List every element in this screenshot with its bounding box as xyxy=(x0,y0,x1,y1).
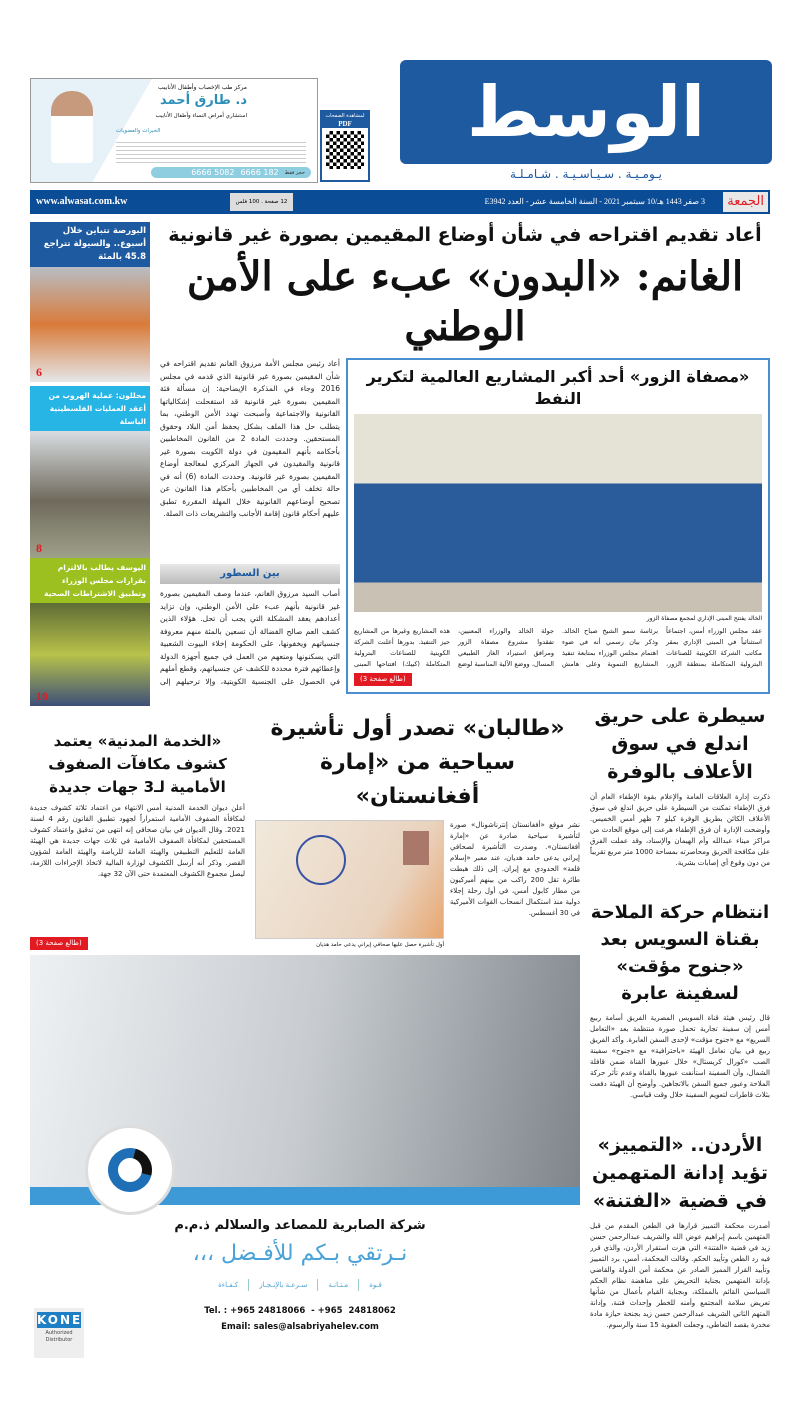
visa-figure xyxy=(255,820,444,950)
masthead-logo: الوسط xyxy=(400,60,772,164)
lead-section xyxy=(160,222,770,694)
ad-phone-bar xyxy=(151,167,311,178)
kone-logo xyxy=(34,1308,84,1358)
visa-portrait xyxy=(403,831,429,865)
phone-1: 182 6666 xyxy=(240,168,279,177)
sidebar-headline-palestine[interactable]: محللون: عملية الهروب من أعقد العمليات الفلسطينية الباسلة xyxy=(30,386,150,431)
jordan-headline[interactable]: الأردن.. «التمييز» تؤيد إدانة المتهمين في قضية «الفتنة» xyxy=(591,1134,769,1212)
right-column xyxy=(590,702,770,1400)
sidebar-headline-health[interactable]: اليوسف يطالب بالالتزام بقرارات مجلس الوزراء وتطبيق الاشتراطات الصحية xyxy=(30,558,150,603)
pdf-text: PDF xyxy=(322,120,368,128)
qr-code-icon xyxy=(326,131,364,169)
ad-center-name: مركز طب الإخصاب وأطفال الأنابيب xyxy=(158,84,247,91)
ad-text-block xyxy=(174,1217,426,1334)
feature-headline[interactable]: «مصفاة الزور» أحد أكبر المشاريع العالمية لتكرير النفط xyxy=(366,367,750,408)
visa-photo xyxy=(255,820,444,939)
civil-service-headline[interactable]: «الخدمة المدنية» يعتمد كشوف مكافآت الصفوف الأمامية لـ3 جهات جديدة xyxy=(48,732,227,796)
brand-emblem-icon xyxy=(85,1125,175,1215)
feature-speed: سـرعـة بالإنـجـاز xyxy=(248,1279,307,1291)
page-number: 6 xyxy=(36,365,42,379)
lead-headline[interactable]: الغانم: «البدون» عبء على الأمن الوطني xyxy=(186,253,744,350)
ad-company-name: شركة الصابرية للمصاعد والسلالم ذ.م.م xyxy=(174,1218,426,1233)
ad-doctor-title: استشاري أمراض النساء وأطفال الأنابيب xyxy=(155,113,247,119)
column-body: أصاب السيد مرزوق الغانم، عندما وصف المقيمين بصورة غير قانونية بأنهم عبء على الأمن الوطني، وإن تزايد أعدادهم يعقد المشكلة التي يجب أن تحل. هؤلاء الذين كشف العم صالح الفضالة أن تسعين بالمئة منهم معروفة جنسياتهم ويخفونها، على الحكومة إخلاء البيوت الشعبية التي يسكنونها ومنعهم من العمل في جميع أجهزة الدولة وإعطائهم فترة محددة للكشف عن جنسياتهم، وقطع أملهم في الحصول على الجنسية الكويتية، وإلا ترحيلهم إلى xyxy=(160,589,340,686)
zour-refinery-photo xyxy=(354,414,762,612)
price-box: 12 صفحة . 100 فلس xyxy=(230,193,293,211)
dateline-bar xyxy=(30,190,770,214)
ad-phone: Tel. : +965 24818066 - +965 24818062 xyxy=(204,1306,396,1316)
feature-continued-row xyxy=(354,673,762,686)
kone-sub: Authorized Distributor xyxy=(45,1330,73,1343)
sidebar xyxy=(30,222,150,706)
lead-kicker[interactable]: أعاد تقديم اقتراحه في شأن أوضاع المقيمين بصورة غير قانونية xyxy=(168,224,762,246)
civil-continued-row xyxy=(30,937,245,950)
issue-date: 3 صفر 1443 هـ/10 سبتمبر 2021 - السنة الخامسة عشر - العدد E3942 xyxy=(484,197,705,206)
pdf-qr-box[interactable] xyxy=(320,110,370,182)
taliban-row xyxy=(255,820,580,950)
page-number: 10 xyxy=(36,689,48,703)
masthead-tagline: يـومـيـة . سـيـاسـيـة . شـامـلـة xyxy=(509,167,663,181)
taliban-photo-caption: أول تأشيرة حصل عليها صحافي إيراني يدعى حامد هديان xyxy=(316,942,444,948)
feature-durability: مـتـانـة xyxy=(317,1279,348,1291)
elevator-ad[interactable] xyxy=(30,955,580,1400)
ad-section: الخبرات والعضويات xyxy=(116,128,161,134)
suez-body: قال رئيس هيئة قناة السويس المصرية الفريق أسامة ربيع أمس إن سفينة تجارية تحمل صورة منتظمة بعد «التعامل السريع» مع «جنوح مؤقت» لإحدى السفن العابرة. وأكد الفريق ربيع في بيان تعامل الهيئة «باحترافية» مع «جنوح» سفينة الصب «كورال كريستال» خلال عبورها القناة ضمن قافلة الشمال، وأن السفينة استأنفت عبورها بالقناة وعدم تأثر حركة الملاحة وعبور جميع السفن بالاتجاهين. وأوضح أن الهيئة دفعت بثلاث قاطرات لتعويم السفينة خلال وقت قياسي. xyxy=(590,1014,770,1099)
feature-body: عقد مجلس الوزراء أمس، اجتماعاً استثنائياً في المبنى الإداري بمقر مكاتب الشركة الكويتية للصناعات البترولية المتكاملة بمنطقة الزور، برئاسة سمو الشيخ صباح الخالد. وذكر بيان رسمي أنه في ضوء اهتمام مجلس الوزراء بمتابعة تنفيذ المشاريع التنموية وعلى هامش جولة الخالد والوزراء المعنيين، تفقدوا مشروع مصفاة الزور ومرافق استيراد الغاز الطبيعي المسال، ووضع الآلية المناسبة لوضع هذه المشاريع وغيرها من المشاريع حيز التنفيذ. بدورها أعلنت الشركة الكويتية للصناعات البترولية المتكاملة (كيبك) افتتاحها المبنى xyxy=(354,627,762,668)
feature-box xyxy=(346,358,770,694)
civil-section xyxy=(30,730,245,950)
kone-text: KONE xyxy=(37,1313,83,1327)
feature-strength: قـوة xyxy=(358,1279,382,1291)
lead-row xyxy=(160,358,770,694)
ad-email[interactable]: Email: sales@alsabriyahelev.com xyxy=(221,1322,379,1332)
fire-headline[interactable]: سيطرة على حريق اندلع في سوق الأعلاف بالوفرة xyxy=(594,705,766,783)
ad-doctor-name: د. طارق أحمد xyxy=(160,93,247,108)
palestine-photo xyxy=(30,431,150,558)
youth-photo xyxy=(30,603,150,707)
taliban-body: نشر موقع «أفغانستان إنترناشونال» صورة لتأشيرة سياحية صادرة عن «إمارة أفغانستان». وصدرت التأشيرة لصحافي إيراني يدعى حامد هديان، عند معبر «إسلام قلعة» الحدودي مع إيران. إلى ذلك هبطت طائرة تقل 200 راكب من بينهم أميركيون من مطار كابول أمس، في أول رحلة إجلاء دولية منذ استكمال انسحاب القوات الأميركية في 30 أغسطس. xyxy=(450,821,580,917)
civil-service-body: أعلن ديوان الخدمة المدنية أمس الانتهاء من اعتماد ثلاثة كشوف جديدة لمكافأة الصفوف الأمامية استمراراً لجهود تطبيق القانون رقم 4 لسنة 2021. وقال الديوان في بيان صحافي إنه انتهى من تدقيق واعتماد كشوف المستحقين لمكافأة الصفوف الأمامية في ثلاث جهات جديدة هي الهيئة العامة للتعليم التطبيقي والهيئة العامة للرياضة والهيئة العامة لشؤون القصر. وذكر أنه أرسل الكشوف لوزارة المالية لاتخاذ الإجراءات اللازمة، ليصل مجموع الكشوف المعتمدة حتى الآن 32 جهة. xyxy=(30,804,245,878)
ad-features xyxy=(218,1279,382,1291)
taliban-headline[interactable]: «طالبان» تصدر أول تأشيرة سياحية من «إمارة أفغانستان» xyxy=(270,716,565,809)
bourse-photo xyxy=(30,267,150,382)
jordan-body: أصدرت محكمة التمييز قرارها في الطعن المقدم من قبل المتهمين باسم إبراهيم عوض الله والشريف عبدالرحمن حسن زيد في قضية «الفتنة» التي هزت استقرار الأردن، والذي قرر فيه رد الطعن وتأييد الحكم. وقالت المحكمة، أمس، برد التمييز وتأييد القرار المميز الصادر عن محكمة أمن الدولة والقاضي بإدانة المتهمين بجناية التحريض على مناهضة نظام الحكم السياسي القائم بالمملكة، وبجناية القيام بأعمال من شأنها تعريض سلامة المجتمع وأمنه للخطر وإحداث فتنة، وإدانة المتهم الثاني الشريف عبدالرحمن حسن زيد بجنحة حيازة مادة مخدرة بقصد التعاطي، وجعلت العقوبة 15 سنة والرسوم. xyxy=(590,1222,770,1329)
day-label: الجمعة xyxy=(723,192,768,212)
column-box xyxy=(160,564,340,694)
feature-efficiency: كـفـاءة xyxy=(218,1281,239,1289)
doctor-ad[interactable] xyxy=(30,78,318,183)
feature-photo-caption: الخالد يفتتح المبنى الإداري لمجمع مصفاة الزور xyxy=(646,615,762,622)
column-title: بين السطور xyxy=(160,564,340,584)
ad-text-lines xyxy=(116,139,306,163)
suez-headline[interactable]: انتظام حركة الملاحة بقناة السويس بعد «جنوح مؤقت» لسفينة عابرة xyxy=(590,902,770,1004)
website-link[interactable]: www.alwasat.com.kw xyxy=(36,196,128,207)
lead-body: أعاد رئيس مجلس الأمة مرزوق الغانم تقديم اقتراحه في شأن المقيمين بصورة غير قانونية الذي قدمه في مجلس 2016 وجاء في المذكرة الإيضاحية: إن مسألة فئة المقيمين بصورة غير قانونية قد استفحلت إشكالياتها القانونية والاجتماعية وأصبحت تهدد الأمن الوطني، بما يتطلب حل هذا الملف بشكل يحفظ أمن البلاد وحقوق المستحقين. وحددت المادة 2 من القانون المخاطبين بأحكامه بأنهم المقيمون في دولة الكويت بصورة غير قانونية والمقيدون في الجهاز المركزي لمعالجة أوضاع المقيمين بصورة غير قانونية. وحددت المادة (6) أنه في حالة تخلف أي من المخاطبين بأحكام هذا القانون عن تصحيح أوضاعهم القانونية خلال المهلة المقررة تطبق عليهم أحكام قانون إقامة الأجانب والتشريعات ذات الصلة. xyxy=(160,359,340,518)
ad-slogan: نـرتقي بـكم للأفـضل ،،، xyxy=(192,1241,408,1266)
page-number: 8 xyxy=(36,540,42,555)
lead-column xyxy=(160,358,340,694)
sidebar-headline-bourse[interactable]: البورصة تتباين خلال أسبوع.. والسيولة تتراجع 45.8 بالمئة xyxy=(30,222,150,267)
pdf-label: لمشاهدة الصفحات xyxy=(322,112,368,120)
taliban-section xyxy=(255,712,580,950)
visa-stamp xyxy=(296,835,346,885)
phone-2: 5082 6666 xyxy=(191,168,235,177)
phone-label: حجز فقط xyxy=(284,169,305,176)
fire-body: ذكرت إدارة العلاقات العامة والإعلام بقوة الإطفاء العام أن فرق الإطفاء تمكنت من السيطرة على حريق اندلع في سوق الأعلاف الكائن بطريق الوفرة كيلو 7 ظهر أمس الخميس. وأوضحت الإدارة أن فرق الإطفاء هرعت إلى موقع الحادث من مراكز ميناء عبدالله وأم الهيمان والإسناد، وقد عملت الفرق على مكافحة الحريق ومحاصرته بمساحة 1000 متر مربع تقريباً من دون وقوع أي إصابات بشرية. xyxy=(590,793,770,867)
doctor-photo xyxy=(51,91,93,163)
feature-continued-link[interactable]: (طالع صفحة 3) xyxy=(354,673,412,686)
civil-continued-link[interactable]: (طالع صفحة 3) xyxy=(30,937,88,950)
